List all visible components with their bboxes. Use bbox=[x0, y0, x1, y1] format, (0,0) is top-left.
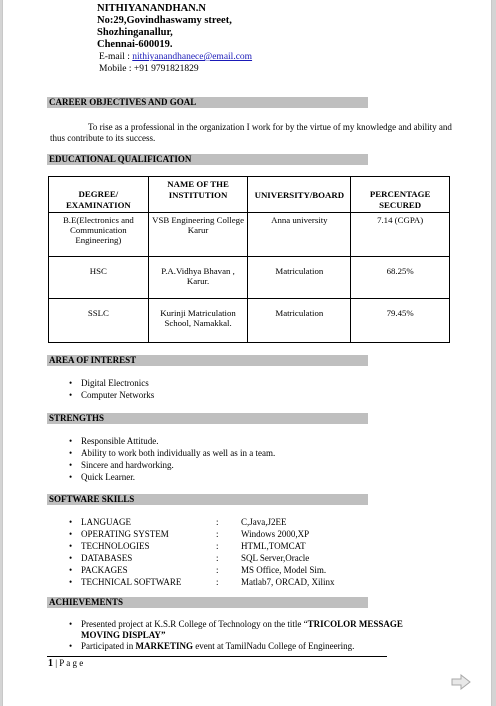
section-interest: AREA OF INTEREST bbox=[47, 355, 368, 366]
education-table bbox=[48, 176, 450, 343]
mobile-label: Mobile : bbox=[99, 64, 132, 74]
section-achievements: ACHIEVEMENTS bbox=[47, 597, 368, 608]
header-degree: DEGREE/ EXAMINATION bbox=[49, 177, 149, 213]
cell-degree: SSLC bbox=[49, 299, 149, 343]
header-percentage: PERCENTAGE SECURED bbox=[351, 177, 450, 213]
page-footer bbox=[48, 658, 83, 669]
cell-degree: B.E(Electronics and Communication Engineering) bbox=[49, 213, 149, 257]
cell-institution: Kurinji Matriculation School, Namakkal. bbox=[148, 299, 248, 343]
table-header-row bbox=[49, 177, 450, 213]
cell-institution: P.A.Vidhya Bhavan , Karur. bbox=[148, 257, 248, 299]
cell-university: Matriculation bbox=[248, 257, 351, 299]
section-career: CAREER OBJECTIVES AND GOAL bbox=[47, 97, 368, 108]
resume-page: NITHIYANANDHAN.N No:29,Govindhaswamy street, Shozhinganallur, Chennai-600019. E-mail : nithiyanandhanece@email.com Mobile : +91 9791821829 CAREER OBJECTIVES AND GOAL To rise as a professional in the organization I work for by the virtue of my knowledge and ability and thus contribute to its success. EDUCATIONAL QUALIFICATION DEGREE/ EXAMINATION NAME OF THE INSTITUTION UNIVERSITY/BOARD PERCENTAGE SECURED B.E(Electronics and Communication Engineering) VSB Engineering College Karur Anna university 7.14 (CGPA) HSC P.A.Vidhya Bhavan , Karur. Matriculation 68.25% SSLC Kurinji Matriculation School, Namakkal. Matriculation 79.45% AREA OF INTEREST • Digital Electronics • Computer Networks STRENGTHS • Responsible Attitude. • Ability to work both individually as well as in a team. • Sincere and hardworking. • Quick Learner. SOFTWARE SKILLS LANGUAGE : C,Java,J2EE OPERATING SYSTEM : Windows 2000,XP TECHNOLOGIES : HTML,TOMCAT DATABASES : SQL Server,Oracle PACKAGES : MS Office, Model Sim. TECHNICAL SOFTWARE : Matlab7, ORCAD, Xilinx ACHIEVEMENTS • Presented project at K.S.R College of Technology on the title “TRICOLOR MESSAGE MOVING DISPLAY” • Participated in MARKETING event at TamilNadu College of Engineering. 1 | P a g e bbox=[2, 0, 492, 706]
table-row bbox=[49, 213, 450, 257]
list-item: • Participated in MARKETING event at TamilNadu College of Engineering. bbox=[69, 641, 409, 652]
header-institution: NAME OF THE INSTITUTION bbox=[148, 177, 248, 213]
cell-university: Matriculation bbox=[248, 299, 351, 343]
page-label: | P a g e bbox=[55, 658, 84, 668]
cell-percentage: 68.25% bbox=[351, 257, 450, 299]
list-item: • Presented project at K.S.R College of Technology on the title “TRICOLOR MESSAGE MOVING DISPLAY” bbox=[69, 619, 409, 641]
cell-degree: HSC bbox=[49, 257, 149, 299]
mobile-number: +91 9791821829 bbox=[133, 64, 199, 74]
section-strengths: STRENGTHS bbox=[47, 413, 368, 424]
list-item: • Sincere and hardworking. bbox=[69, 459, 275, 471]
header-university: UNIVERSITY/BOARD bbox=[248, 177, 351, 213]
table-row bbox=[49, 299, 450, 343]
cell-percentage: 79.45% bbox=[351, 299, 450, 343]
interest-list bbox=[69, 377, 154, 401]
list-item: • Quick Learner. bbox=[69, 471, 275, 483]
list-item: • Digital Electronics bbox=[69, 377, 154, 389]
email-label: E-mail : bbox=[99, 52, 130, 62]
strengths-list bbox=[69, 435, 275, 483]
resume-header bbox=[97, 3, 232, 51]
cell-institution: VSB Engineering College Karur bbox=[148, 213, 248, 257]
section-software: SOFTWARE SKILLS bbox=[47, 494, 368, 505]
email-link[interactable]: nithiyanandhanece@email.com bbox=[132, 52, 253, 62]
list-item: • Computer Networks bbox=[69, 389, 154, 401]
list-item: • Ability to work both individually as well as in a team. bbox=[69, 447, 275, 459]
address-line-1: No:29,Govindhaswamy street, bbox=[97, 15, 232, 26]
achievements-list bbox=[69, 619, 409, 652]
contact-info bbox=[99, 51, 252, 75]
list-item: • Responsible Attitude. bbox=[69, 435, 275, 447]
footer-rule bbox=[47, 656, 387, 657]
cell-percentage: 7.14 (CGPA) bbox=[351, 213, 450, 257]
address-line-3: Chennai-600019. bbox=[97, 39, 173, 50]
page-number: 1 bbox=[48, 658, 53, 669]
candidate-name: NITHIYANANDHAN.N bbox=[97, 3, 206, 14]
table-row bbox=[49, 257, 450, 299]
career-text: To rise as a professional in the organization I work for by the virtue of my knowledge and ability and thus contribute to its success. bbox=[50, 122, 452, 143]
address-line-2: Shozhinganallur, bbox=[97, 27, 173, 38]
cell-university: Anna university bbox=[248, 213, 351, 257]
next-arrow-icon[interactable] bbox=[451, 674, 471, 690]
section-education: EDUCATIONAL QUALIFICATION bbox=[47, 154, 368, 165]
